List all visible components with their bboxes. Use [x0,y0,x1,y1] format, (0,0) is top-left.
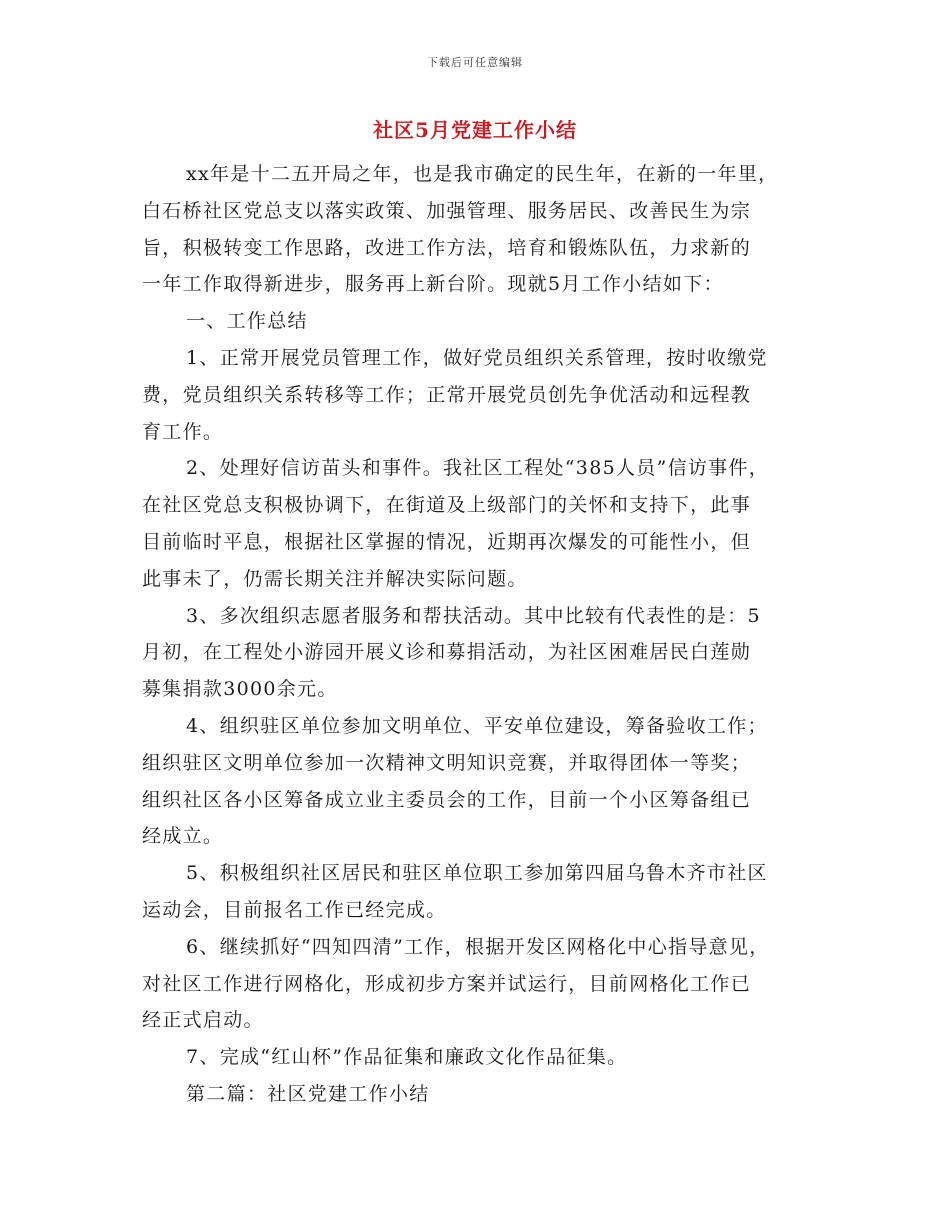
text-line: 1、正常开展党员管理工作，做好党员组织关系管理，按时收缴党 [186,346,768,369]
text-line: 白石桥社区党总支以落实政策、加强管理、服务居民、改善民生为宗 [142,199,752,222]
text-line: 7、完成“红山杯”作品征集和廉政文化作品征集。 [186,1046,628,1069]
text-line: 旨，积极转变工作思路，改进工作方法，培育和锻炼队伍，力求新的 [142,236,752,259]
text-line: 第二篇：社区党建工作小结 [186,1082,430,1105]
document-title: 社区5月党建工作小结 [373,118,577,142]
text-line: 月初，在工程处小游园开展义诊和募捐活动，为社区困难居民白莲勋 [142,641,752,664]
text-line: 4、组织驻区单位参加文明单位、平安单位建设，筹备验收工作； [186,714,768,737]
text-line: 2、处理好信访苗头和事件。我社区工程处“385人员”信访事件， [186,457,770,480]
text-line: 经成立。 [142,825,224,848]
text-line: 一年工作取得新进步，服务再上新台阶。现就5月工作小结如下： [142,273,724,296]
text-line: 募集捐款3000余元。 [142,678,338,701]
text-line: 6、继续抓好“四知四清”工作，根据开发区网格化中心指导意见， [186,935,770,958]
text-line: 此事未了，仍需长期关注并解决实际问题。 [142,567,528,590]
text-line: 目前临时平息，根据社区掌握的情况，近期再次爆发的可能性小，但 [142,530,752,553]
text-line: 对社区工作进行网格化，形成初步方案并试运行，目前网格化工作已 [142,972,752,995]
document-body [142,156,822,1113]
text-line: xx年是十二五开局之年，也是我市确定的民生年，在新的一年里， [186,163,779,185]
text-line: 组织驻区文明单位参加一次精神文明知识竞赛，并取得团体一等奖； [142,751,752,774]
text-line: 3、多次组织志愿者服务和帮扶活动。其中比较有代表性的是：5 [186,604,761,627]
header-note: 下载后可任意编辑 [427,56,523,69]
text-line: 一、工作总结 [186,310,308,333]
text-line: 5、积极组织社区居民和驻区单位职工参加第四届乌鲁木齐市社区 [186,862,768,885]
text-line: 费，党员组织关系转移等工作；正常开展党员创先争优活动和远程教 [142,383,752,406]
text-line: 在社区党总支积极协调下，在街道及上级部门的关怀和支持下，此事 [142,494,752,517]
text-line: 育工作。 [142,420,224,443]
text-line: 组织社区各小区筹备成立业主委员会的工作，目前一个小区筹备组已 [142,788,752,811]
text-line: 运动会，目前报名工作已经完成。 [142,898,447,921]
text-line: 经正式启动。 [142,1009,264,1032]
